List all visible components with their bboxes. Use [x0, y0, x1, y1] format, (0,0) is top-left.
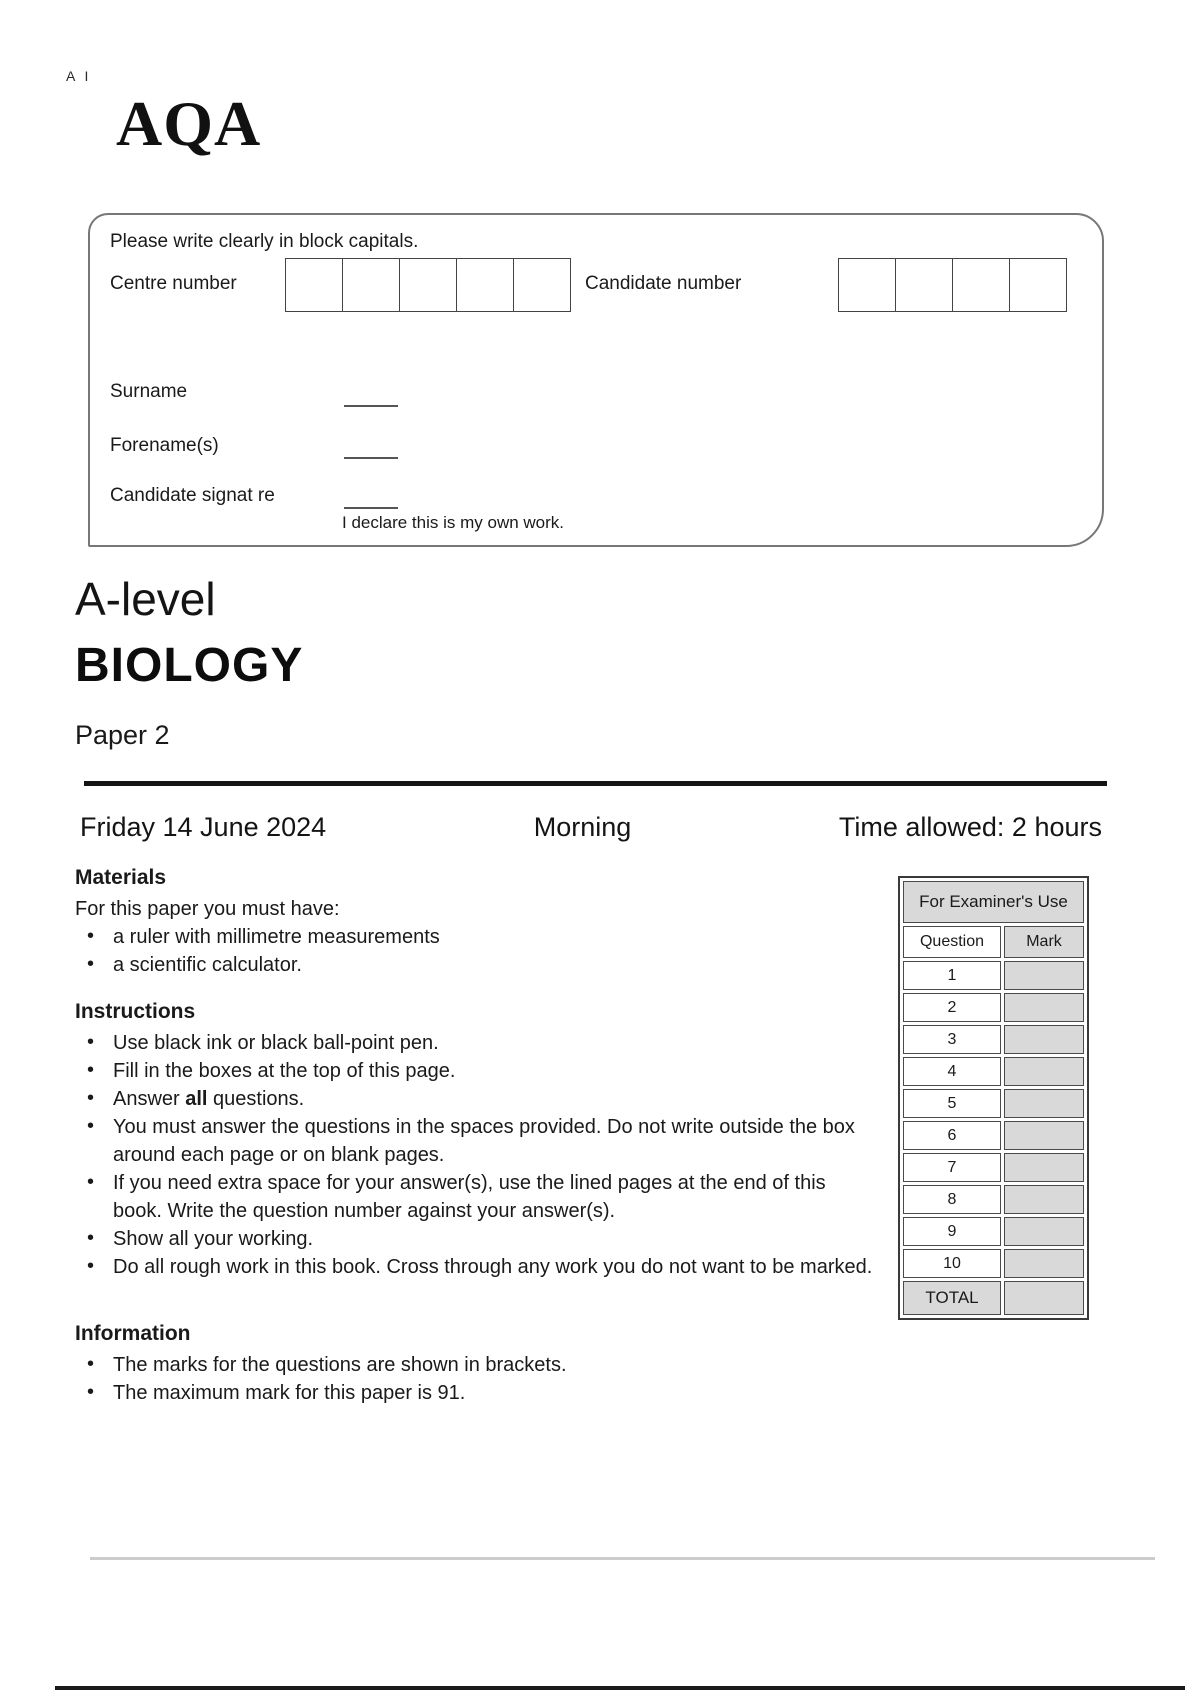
- examiner-table-row: [903, 993, 1084, 1022]
- footer-faint-line: [90, 1557, 1155, 1560]
- question-column-header: Question: [903, 926, 1001, 958]
- number-box-cell[interactable]: [838, 258, 896, 312]
- instruction-item: • Do all rough work in this book. Cross through any work you do not want to be marked.: [75, 1253, 875, 1281]
- mark-cell[interactable]: [1004, 1057, 1084, 1086]
- instruction-item: • Fill in the boxes at the top of this page.: [75, 1057, 875, 1085]
- information-heading: Information: [75, 1322, 191, 1345]
- examiner-table-row: [903, 1121, 1084, 1150]
- mark-cell[interactable]: [1004, 1249, 1084, 1278]
- question-number-cell: 7: [903, 1153, 1001, 1182]
- examiner-table-title: For Examiner's Use: [903, 881, 1084, 923]
- examiner-table-total-row: [903, 1281, 1084, 1315]
- question-number-cell: 9: [903, 1217, 1001, 1246]
- mark-cell[interactable]: [1004, 1217, 1084, 1246]
- examiner-table-row: [903, 1153, 1084, 1182]
- number-box-cell[interactable]: [456, 258, 514, 312]
- information-item: • The maximum mark for this paper is 91.: [75, 1379, 875, 1407]
- candidate-number-label: Candidate number: [585, 273, 742, 294]
- mark-cell[interactable]: [1004, 1185, 1084, 1214]
- question-number-cell: 8: [903, 1185, 1001, 1214]
- information-section: [75, 1322, 875, 1407]
- question-number-cell: 10: [903, 1249, 1001, 1278]
- instruction-item: • You must answer the questions in the spaces provided. Do not write outside the box around each page or on blank pages.: [75, 1113, 875, 1169]
- instructions-section: [75, 1000, 875, 1281]
- examiner-table-row: [903, 1185, 1084, 1214]
- materials-item: • a ruler with millimetre measurements: [75, 923, 875, 951]
- total-mark-cell[interactable]: [1004, 1281, 1084, 1315]
- number-box-cell[interactable]: [1009, 258, 1067, 312]
- centre-number-input[interactable]: [286, 258, 571, 312]
- candidate-signature-label: Candidate signat re: [110, 485, 275, 506]
- number-box-cell[interactable]: [895, 258, 953, 312]
- block-capitals-instruction: Please write clearly in block capitals.: [110, 231, 419, 252]
- question-number-cell: 2: [903, 993, 1001, 1022]
- number-box-cell[interactable]: [342, 258, 400, 312]
- surname-label: Surname: [110, 381, 188, 402]
- examiner-table-row: [903, 1057, 1084, 1086]
- instructions-heading: Instructions: [75, 1000, 196, 1023]
- mark-cell[interactable]: [1004, 961, 1084, 990]
- total-label-cell: TOTAL: [903, 1281, 1001, 1315]
- mark-cell[interactable]: [1004, 1025, 1084, 1054]
- examiner-table-row: [903, 1217, 1084, 1246]
- exam-session: Morning: [533, 812, 632, 842]
- aqa-logo: AQA: [116, 88, 262, 159]
- question-number-cell: 4: [903, 1057, 1001, 1086]
- materials-intro: For this paper you must have:: [75, 898, 340, 920]
- time-allowed: Time allowed: 2 hours: [838, 812, 1102, 842]
- subject-title: BIOLOGY: [75, 639, 304, 692]
- exam-date: Friday 14 June 2024: [80, 812, 327, 842]
- divider-rule: [84, 781, 1107, 786]
- declaration-text: I declare this is my own work.: [342, 513, 565, 532]
- examiner-table-row: [903, 1025, 1084, 1054]
- question-number-cell: 6: [903, 1121, 1001, 1150]
- materials-heading: Materials: [75, 866, 167, 889]
- mark-cell[interactable]: [1004, 993, 1084, 1022]
- question-number-cell: 5: [903, 1089, 1001, 1118]
- mark-cell[interactable]: [1004, 1153, 1084, 1182]
- instruction-item-answer-all: • Answer all questions.: [75, 1085, 875, 1113]
- footer-bar: [55, 1686, 1185, 1690]
- information-item: • The marks for the questions are shown in brackets.: [75, 1351, 875, 1379]
- mark-cell[interactable]: [1004, 1089, 1084, 1118]
- materials-item: • a scientific calculator.: [75, 951, 875, 979]
- paper-number: Paper 2: [75, 720, 170, 750]
- examiner-table-row: [903, 1089, 1084, 1118]
- question-number-cell: 3: [903, 1025, 1001, 1054]
- candidate-number-input[interactable]: [839, 258, 1067, 312]
- instruction-item: • Show all your working.: [75, 1225, 875, 1253]
- qualification-level: A-level: [75, 573, 216, 625]
- signature-input-line[interactable]: [344, 507, 398, 509]
- number-box-cell[interactable]: [952, 258, 1010, 312]
- number-box-cell[interactable]: [513, 258, 571, 312]
- candidate-details-box: [88, 213, 1104, 547]
- forename-label: Forename(s): [110, 435, 219, 456]
- instruction-item: • Use black ink or black ball-point pen.: [75, 1029, 875, 1057]
- examiner-table-row: [903, 961, 1084, 990]
- mark-cell[interactable]: [1004, 1121, 1084, 1150]
- mark-column-header: Mark: [1004, 926, 1084, 958]
- surname-input-line[interactable]: [344, 405, 398, 407]
- centre-number-label: Centre number: [110, 273, 237, 294]
- question-number-cell: 1: [903, 961, 1001, 990]
- number-box-cell[interactable]: [399, 258, 457, 312]
- number-box-cell[interactable]: [285, 258, 343, 312]
- session-row: [80, 812, 1102, 843]
- examiner-table-row: [903, 1249, 1084, 1278]
- instruction-item: • If you need extra space for your answer(s), use the lined pages at the end of this book. Write the question number against your answer(s).: [75, 1169, 875, 1225]
- corner-mark: A I: [66, 68, 92, 84]
- materials-section: [75, 866, 875, 979]
- examiner-use-table: [898, 876, 1089, 1320]
- forename-input-line[interactable]: [344, 457, 398, 459]
